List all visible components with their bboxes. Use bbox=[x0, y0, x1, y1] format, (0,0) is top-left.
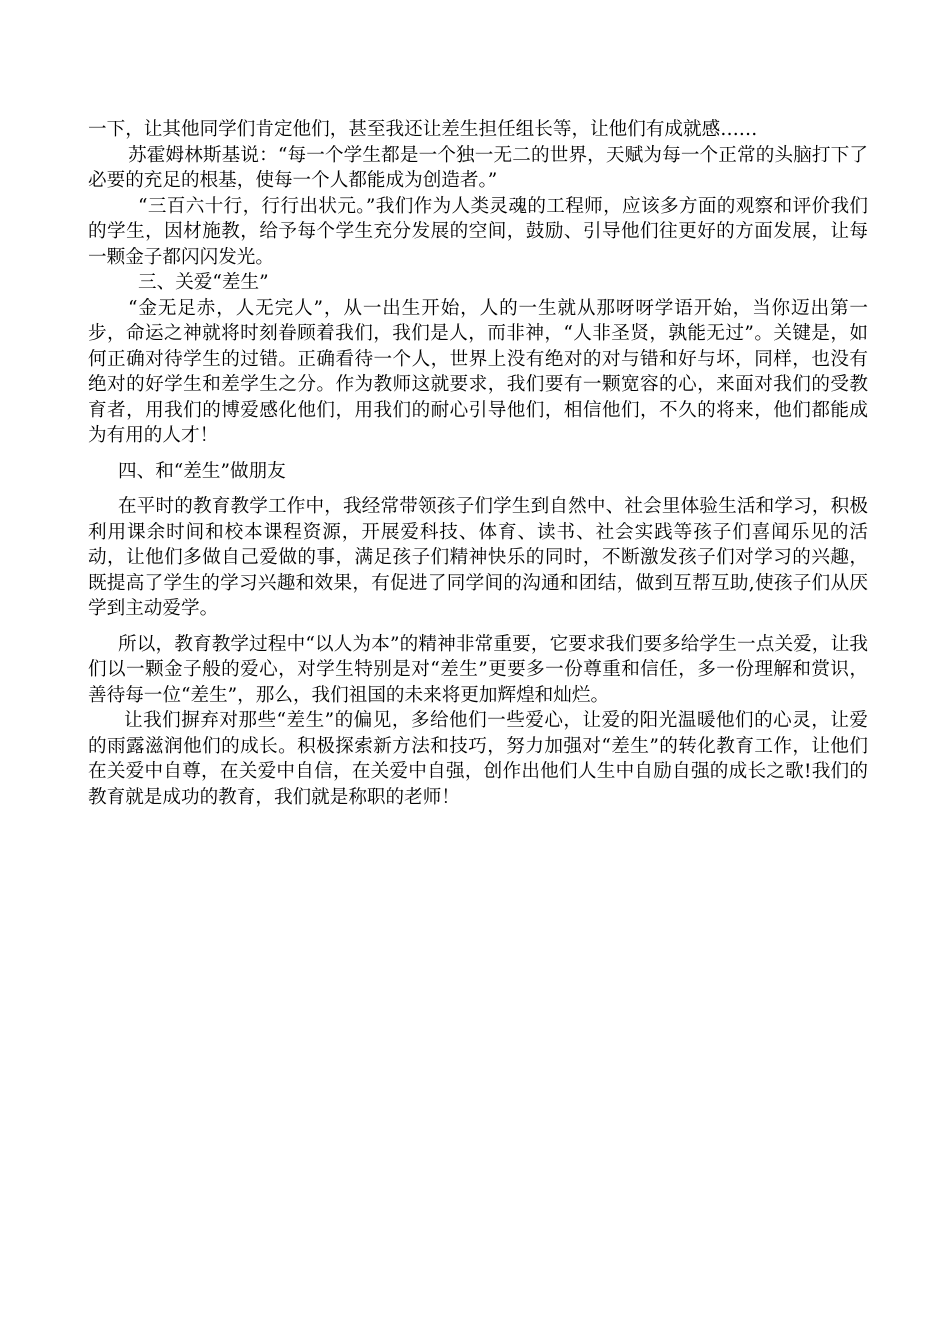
paragraph-every-trade: “三百六十行，行行出状元。”我们作为人类灵魂的工程师，应该多方面的观察和评价我们的学生，因材施教，给予每个学生充分发展的空间，鼓励、引导他们往更好的方面发展，让每一颗金子都闪闪发光。 bbox=[88, 195, 868, 268]
paragraph-conclusion: 让我们摒弃对那些“差生”的偏见，多给他们一些爱心，让爱的阳光温暖他们的心灵，让爱的雨露滋润他们的成长。积极探索新方法和技巧，努力加强对“差生”的转化教育工作，让他们在关爱中自尊，在关爱中自信，在关爱中自强，创作出他们人生中自励自强的成长之歌!我们的教育就是成功的教育，我们就是称职的老师！ bbox=[88, 710, 868, 808]
paragraph-continuation: 一下，让其他同学们肯定他们，甚至我还让差生担任组长等，让他们有成就感…… bbox=[88, 119, 758, 140]
paragraph-no-one-perfect: “金无足赤，人无完人”，从一出生开始，人的一生就从那呀呀学语开始，当你迈出第一步，命运之神就将时刻眷顾着我们，我们是人，而非神，“人非圣贤，孰能无过”。关键是，如何正确对待学生的过错。正确看待一个人，世界上没有绝对的对与错和好与坏，同样，也没有绝对的好学生和差学生之分。作为教师这就要求，我们要有一颗宽容的心，来面对我们的受教育者，用我们的博爱感化他们，用我们的耐心引导他们，相信他们，不久的将来，他们都能成为有用的人才！ bbox=[88, 297, 868, 446]
section-heading-4: 四、和“差生”做朋友 bbox=[118, 460, 286, 482]
section-heading-3: 三、关爱“差生” bbox=[138, 272, 269, 293]
paragraph-quote-sukhomlinsky: 苏霍姆林斯基说：“每一个学生都是一个独一无二的世界，天赋为每一个正常的头脑打下了必要的充足的根基，使每一个人都能成为创造者。” bbox=[88, 144, 868, 191]
document-body bbox=[88, 117, 868, 810]
paragraph-people-oriented: 所以，教育教学过程中“以人为本”的精神非常重要，它要求我们要多给学生一点关爱，让我们以一颗金子般的爱心，对学生特别是对“差生”更要多一份尊重和信任，多一份理解和赏识，善待每一位“差生”，那么，我们祖国的未来将更加辉煌和灿烂。 bbox=[88, 633, 868, 706]
paragraph-activities: 在平时的教育教学工作中，我经常带领孩子们学生到自然中、社会里体验生活和学习，积极利用课余时间和校本课程资源，开展爱科技、体育、读书、社会实践等孩子们喜闻乐见的活动，让他们多做自己爱做的事，满足孩子们精神快乐的同时，不断激发孩子们对学习的兴趣，既提高了学生的学习兴趣和效果，有促进了同学间的沟通和团结，做到互帮互助,使孩子们从厌学到主动爱学。 bbox=[88, 496, 868, 619]
